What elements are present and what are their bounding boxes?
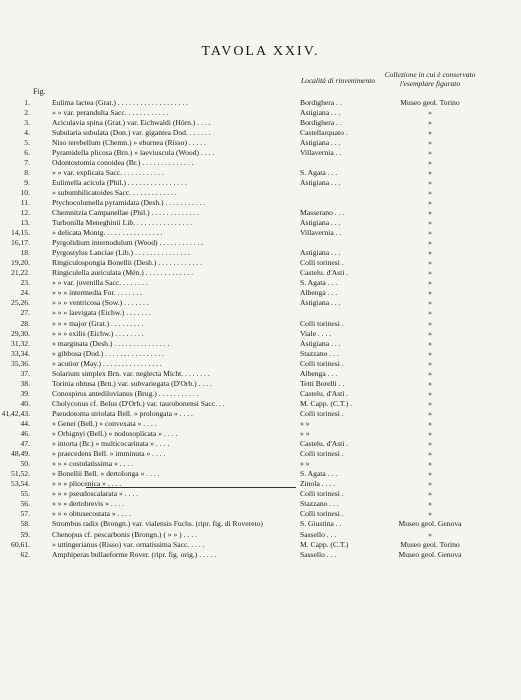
- species-description: » » var. explicata Sacc. . . . . . . . . . . .: [52, 167, 164, 177]
- collection: »: [428, 197, 432, 207]
- collection: »: [428, 167, 432, 177]
- table-row: [0, 158, 521, 168]
- table-row: [0, 519, 521, 529]
- table-row: [0, 298, 521, 308]
- table-row: [0, 118, 521, 128]
- fig-number: 10.: [20, 187, 30, 197]
- table-row: [0, 128, 521, 138]
- species-description: Pyrgostylus Lanciae (Lib.) . . . . . . . . . . . . . . .: [52, 248, 191, 258]
- table-row: [0, 379, 521, 389]
- species-description: » Orbignyi (Bell.) » nodosoplicata » . . . .: [52, 429, 178, 439]
- locality: S. Agata . . .: [300, 278, 338, 288]
- collection: »: [428, 258, 432, 268]
- collection: »: [428, 439, 432, 449]
- species-description: » » var. juvenilla Sacc. . . . . . . .: [52, 278, 148, 288]
- table-row: [0, 329, 521, 339]
- species-description: » acutior (May.) . . . . . . . . . . . . . . . .: [52, 358, 162, 368]
- table-row: [0, 138, 521, 148]
- locality: Stazzano . . .: [300, 348, 339, 358]
- header-collection: Collezione in cui è conservato l'esemplare figurato: [384, 70, 476, 88]
- species-description: Cholyconus cf. Belus (D'Orb.) var. taurobonensi Sacc. . .: [52, 398, 225, 408]
- fig-number: 48,49.: [11, 449, 30, 459]
- table-row: [0, 550, 521, 560]
- fig-number: 29,30.: [11, 328, 30, 338]
- collection: »: [428, 248, 432, 258]
- fig-number: 7.: [24, 157, 30, 167]
- species-description: » » » major (Grat.) . . . . . . . . .: [52, 318, 144, 328]
- species-description: Eulimella acicula (Phil.) . . . . . . . . . . . . . . . .: [52, 177, 187, 187]
- locality: Astigiana . . .: [300, 107, 341, 117]
- table-row: [0, 218, 521, 228]
- fig-number: 44.: [20, 419, 30, 428]
- locality: Sassello . . .: [300, 529, 337, 539]
- species-description: Solarium simplex Brn. var. neglecta Micht. . . . . . . .: [52, 368, 210, 378]
- table-row: [0, 479, 521, 489]
- fig-number: 58.: [20, 519, 30, 529]
- locality: S. Agata . . .: [300, 469, 338, 479]
- species-description: » Bonellii Bell. » dertolonga » . . . .: [52, 469, 160, 479]
- collection: »: [428, 459, 432, 469]
- collection: »: [428, 137, 432, 147]
- fig-number: 56.: [20, 499, 30, 509]
- table-row: [0, 198, 521, 208]
- locality: Astigiana . . .: [300, 177, 341, 187]
- collection: »: [428, 117, 432, 127]
- fig-number: 18.: [20, 248, 30, 258]
- fig-number: 8.: [24, 167, 30, 177]
- fig-number: 33,34.: [11, 348, 30, 358]
- species-description: Chemnitzia Campanellae (Phil.) . . . . . . . . . . . . .: [52, 208, 199, 218]
- species-description: Subularia subulata (Don.) var. gigantea Dod. . . . . . .: [52, 127, 211, 137]
- fig-number: 25,26.: [11, 298, 30, 308]
- species-description: » intorta (Br.) » multicocarinata » . . . .: [52, 439, 170, 449]
- species-description: Ringiculella auriculata (Mén.) . . . . . . . . . . . . .: [52, 268, 194, 278]
- fig-number: 50.: [20, 459, 30, 469]
- table-row: [0, 288, 521, 298]
- fig-number: 2.: [24, 107, 30, 117]
- collection: »: [428, 479, 432, 489]
- collection: »: [428, 509, 432, 519]
- table-row: [0, 439, 521, 449]
- species-description: Eulima lactea (Grat.) . . . . . . . . . . . . . . . . . . .: [52, 97, 189, 107]
- species-description: Niso terebellum (Chemn.) » eburnea (Risso) . . . . .: [52, 137, 206, 147]
- fig-number: 37.: [20, 368, 30, 378]
- species-description: » » var. perandulta Sacc. . . . . . . . . . . .: [52, 107, 169, 117]
- collection: »: [428, 268, 432, 278]
- collection: Museo geol. Torino: [400, 539, 460, 549]
- figure-list: [0, 98, 521, 560]
- locality: Astigiana . . .: [300, 137, 341, 147]
- species-description: Ptychocolumella pyramidata (Desh.) . . . . . . . . . . .: [52, 197, 206, 207]
- species-description: » delicata Montg. . . . . . . . . . . . . . . .: [52, 228, 163, 238]
- species-description: Amphiperas bullaeforme Rover. (ripr. fig. orig.) . . . . .: [52, 549, 217, 559]
- locality: Colli torinesi .: [300, 358, 344, 368]
- species-description: » » » dertobrevis » . . . .: [52, 499, 125, 509]
- collection: »: [428, 388, 432, 398]
- locality: M. Capp. (C.T.) .: [300, 398, 353, 408]
- fig-number: 3.: [24, 117, 30, 127]
- collection: »: [428, 358, 432, 368]
- fig-number: 57.: [20, 509, 30, 519]
- collection: Museo geol. Torino: [400, 97, 460, 107]
- header-locality: Località di rinvenimento: [300, 76, 376, 85]
- fig-number: 4.: [24, 127, 30, 137]
- collection: »: [428, 177, 432, 187]
- table-row: [0, 459, 521, 469]
- collection: »: [428, 429, 432, 439]
- fig-number: 41,42,43.: [1, 408, 30, 418]
- table-row: [0, 178, 521, 188]
- collection: »: [428, 489, 432, 499]
- species-description: Conospirus antediluvianus (Brug.) . . . . . . . . . . .: [52, 388, 199, 398]
- locality: M. Capp. (C.T.): [300, 539, 349, 549]
- fig-number: 12.: [20, 208, 30, 218]
- fig-number: 40.: [20, 398, 30, 408]
- collection: »: [428, 298, 432, 308]
- species-description: Strombus radix (Brongn.) var. vialensis Fuchs. (ripr. fig. di Rovereto): [52, 519, 263, 529]
- collection: »: [428, 308, 432, 318]
- locality: Castelu. d'Asti .: [300, 388, 349, 398]
- species-description: Odontostomia conoidea (Br.) . . . . . . . . . . . . . .: [52, 157, 194, 167]
- fig-number: 60,61.: [11, 539, 30, 549]
- collection: »: [428, 208, 432, 218]
- table-row: [0, 469, 521, 479]
- locality: Sassello . . .: [300, 549, 337, 559]
- table-row: [0, 530, 521, 540]
- fig-number: 28.: [20, 318, 30, 328]
- table-row: [0, 419, 521, 429]
- fig-number: 9.: [24, 177, 30, 187]
- table-row: [0, 188, 521, 198]
- collection: »: [428, 278, 432, 288]
- collection: »: [428, 398, 432, 408]
- collection: »: [428, 328, 432, 338]
- collection: »: [428, 348, 432, 358]
- fig-number: 31,32.: [11, 338, 30, 348]
- species-description: Aciculavia spina (Grat.) var. Eichwaldi (Hörn.) . . . .: [52, 117, 211, 127]
- fig-number: 1.: [24, 97, 30, 107]
- table-row: [0, 489, 521, 499]
- locality: S. Agata . . .: [300, 167, 338, 177]
- collection: »: [428, 318, 432, 328]
- species-description: » marginata (Desh.) . . . . . . . . . . . . . . .: [52, 338, 170, 348]
- collection: »: [428, 529, 432, 539]
- collection: »: [428, 107, 432, 117]
- table-row: [0, 98, 521, 108]
- locality: Colli torinesi .: [300, 449, 344, 459]
- locality: Bordighera . .: [300, 97, 342, 107]
- table-row: [0, 248, 521, 258]
- table-row: [0, 268, 521, 278]
- table-row: [0, 509, 521, 519]
- fig-number: 13.: [20, 218, 30, 228]
- locality: Colli torinesi .: [300, 489, 344, 499]
- fig-number: 24.: [20, 288, 30, 298]
- species-description: » » » obtusecostata » . . . .: [52, 509, 131, 519]
- species-description: » » » pseudoscalarata » . . . .: [52, 489, 139, 499]
- collection: »: [428, 449, 432, 459]
- table-row: [0, 389, 521, 399]
- species-description: » gibbosa (Dod.) . . . . . . . . . . . . . . . .: [52, 348, 165, 358]
- species-description: » » » exilis (Eichw.) . . . . . . . .: [52, 328, 144, 338]
- species-description: » Genei (Bell.) » convexata » . . . .: [52, 419, 157, 428]
- collection: »: [428, 378, 432, 388]
- locality: Colli torinesi .: [300, 318, 344, 328]
- collection: »: [428, 157, 432, 167]
- locality: » »: [300, 429, 310, 439]
- species-description: » » » intermedia For. . . . . . . .: [52, 288, 143, 298]
- locality: S. Giustina . .: [300, 519, 342, 529]
- collection: »: [428, 127, 432, 137]
- species-description: Pyrgolidium internodulum (Wood) . . . . . . . . . . . .: [52, 238, 204, 248]
- table-row: [0, 238, 521, 248]
- species-description: » » » ventricosa (Sow.) . . . . . . .: [52, 298, 149, 308]
- collection: »: [428, 228, 432, 238]
- section-rule: [86, 487, 296, 488]
- fig-number: 5.: [24, 137, 30, 147]
- collection: Museo geol. Genova: [398, 519, 462, 529]
- fig-number: 21,22.: [11, 268, 30, 278]
- fig-number: 59.: [20, 529, 30, 539]
- table-row: [0, 499, 521, 509]
- locality: Colli torinesi .: [300, 509, 344, 519]
- table-row: [0, 339, 521, 349]
- fig-number: 16,17.: [11, 238, 30, 248]
- table-row: [0, 228, 521, 238]
- collection: »: [428, 419, 432, 428]
- collection: Museo geol. Genova: [398, 549, 462, 559]
- table-row: [0, 349, 521, 359]
- species-description: » praecedens Bell. » imminuta » . . . .: [52, 449, 166, 459]
- species-description: » subumbilicatoides Sacc. . . . . . . . . . . . .: [52, 187, 177, 197]
- locality: Viale . . . .: [300, 328, 332, 338]
- table-row: [0, 148, 521, 158]
- species-description: » » » costulatissima » . . . .: [52, 459, 133, 469]
- collection: »: [428, 147, 432, 157]
- species-description: Chenopus cf. pescarbonis (Brongn.) ( » » ) . . . .: [52, 529, 197, 539]
- species-description: Ringiculospongia Bonellii (Desh.) . . . . . . . . . . . .: [52, 258, 202, 268]
- collection: »: [428, 218, 432, 228]
- locality: Castelu. d'Asti .: [300, 439, 349, 449]
- table-row: [0, 108, 521, 118]
- collection: »: [428, 288, 432, 298]
- locality: » »: [300, 459, 310, 469]
- species-description: Pseudotoma striolata Bell. » prolongata » . . . .: [52, 408, 193, 418]
- locality: Albenga . . .: [300, 288, 338, 298]
- fig-number: 6.: [24, 147, 30, 157]
- collection: »: [428, 238, 432, 248]
- species-description: » » » laevigata (Eichw.) . . . . . . .: [52, 308, 151, 318]
- table-row: [0, 359, 521, 369]
- species-description: » » » pliocenica » . . . .: [52, 479, 122, 489]
- table-row: [0, 369, 521, 379]
- fig-number: 38.: [20, 378, 30, 388]
- fig-number: 27.: [20, 308, 30, 318]
- collection: »: [428, 368, 432, 378]
- locality: Colli torinesi .: [300, 408, 344, 418]
- locality: Tetti Borelli . .: [300, 378, 345, 388]
- fig-number: 53,54.: [11, 479, 30, 489]
- locality: Astigiana . . .: [300, 218, 341, 228]
- fig-number: 62.: [20, 549, 30, 559]
- species-description: Turbonilla Meneghinii Lib. . . . . . . . . . . . . . . .: [52, 218, 192, 228]
- locality: Masserano . . .: [300, 208, 345, 218]
- locality: » »: [300, 419, 310, 428]
- collection: »: [428, 499, 432, 509]
- table-row: [0, 208, 521, 218]
- fig-number: 51,52.: [11, 469, 30, 479]
- table-row: [0, 308, 521, 318]
- locality: Villavernia . .: [300, 228, 342, 238]
- fig-number: 46.: [20, 429, 30, 439]
- locality: Astigiana . . .: [300, 248, 341, 258]
- locality: Bordighera . .: [300, 117, 342, 127]
- fig-number: 55.: [20, 489, 30, 499]
- plate-title: TAVOLA XXIV.: [201, 44, 320, 59]
- table-row: [0, 429, 521, 439]
- table-row: [0, 409, 521, 419]
- table-row: [0, 258, 521, 268]
- table-row: [0, 399, 521, 409]
- header-fig: Fig.: [33, 87, 46, 96]
- fig-number: 39.: [20, 388, 30, 398]
- species-description: Torinia obtusa (Brn.) var. subvariegata (D'Orb.) . . . .: [52, 378, 212, 388]
- table-row: [0, 168, 521, 178]
- fig-number: 14,15.: [11, 228, 30, 238]
- locality: Astigiana . . .: [300, 338, 341, 348]
- collection: »: [428, 338, 432, 348]
- fig-number: 19,20.: [11, 258, 30, 268]
- locality: Colli torinesi .: [300, 258, 344, 268]
- locality: Zinola . . . .: [300, 479, 336, 489]
- locality: Stazzano . . .: [300, 499, 339, 509]
- locality: Albenga . . .: [300, 368, 338, 378]
- locality: Castellarquato .: [300, 127, 348, 137]
- table-row: [0, 319, 521, 329]
- species-description: Pyramidella plicosa (Brn.) » laeviuscula (Wood) . . . .: [52, 147, 215, 157]
- fig-number: 11.: [20, 197, 30, 207]
- table-row: [0, 278, 521, 288]
- species-description: » uttingerianus (Risso) var. ornatissima Sacc. . . . .: [52, 539, 205, 549]
- collection: »: [428, 408, 432, 418]
- locality: Castelu. d'Asti .: [300, 268, 349, 278]
- collection: »: [428, 187, 432, 197]
- fig-number: 23.: [20, 278, 30, 288]
- table-row: [0, 449, 521, 459]
- table-row: [0, 540, 521, 550]
- fig-number: 35,36.: [11, 358, 30, 368]
- collection: »: [428, 469, 432, 479]
- locality: Astigiana . . .: [300, 298, 341, 308]
- fig-number: 47.: [20, 439, 30, 449]
- locality: Villavernia . .: [300, 147, 342, 157]
